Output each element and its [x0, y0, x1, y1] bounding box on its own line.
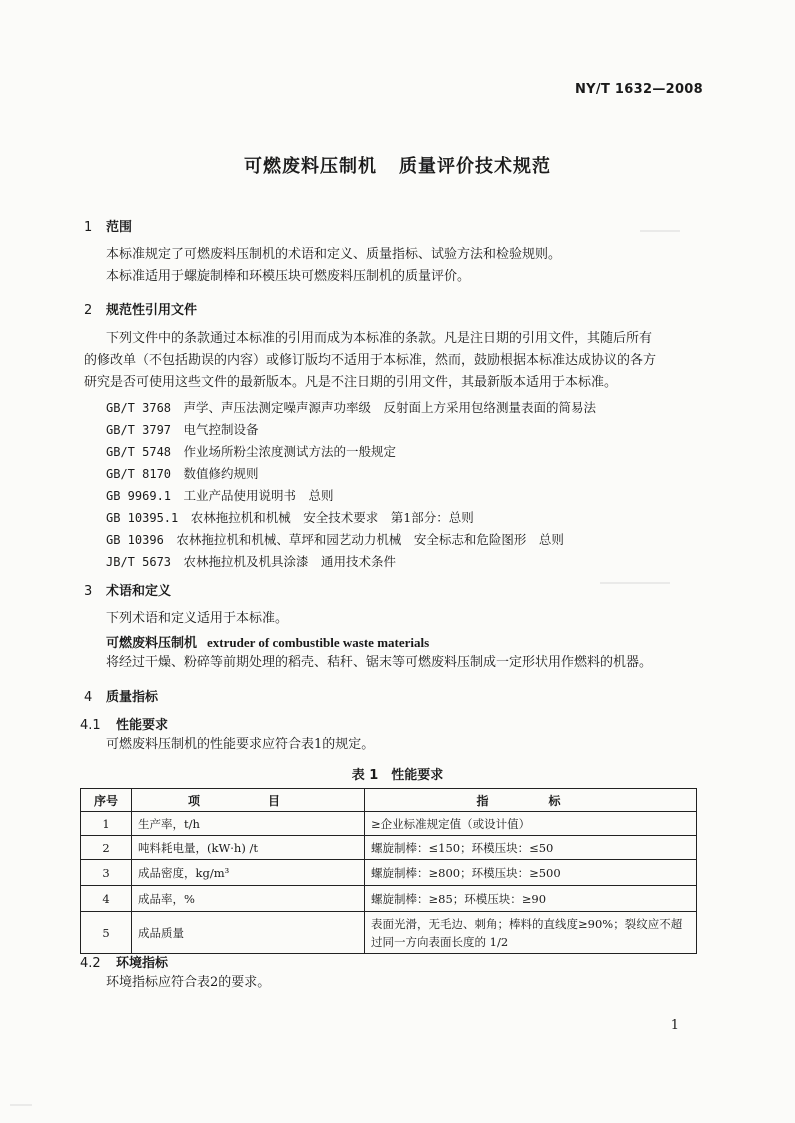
cell-item: 吨料耗电量，(kW·h) /t	[132, 836, 365, 860]
section-number: 4	[84, 690, 93, 705]
section-title: 环境指标	[116, 956, 169, 971]
table-header-row	[81, 789, 697, 812]
section-number: 3	[84, 584, 93, 599]
section-title: 规范性引用文件	[106, 303, 198, 318]
reference-title: 声学、声压法测定噪声源声功率级 反射面上方采用包络测量表面的简易法	[183, 400, 597, 415]
reference-title: 电气控制设备	[183, 422, 259, 437]
reference-title: 工业产品使用说明书 总则	[183, 488, 334, 503]
reference-code: GB/T 3797	[106, 423, 172, 437]
cell-no: 3	[81, 860, 132, 886]
scan-artifact	[600, 582, 670, 584]
section-title: 术语和定义	[106, 584, 172, 599]
reference-item	[106, 420, 259, 438]
reference-title: 农林拖拉机和机械、草坪和园艺动力机械 安全标志和危险图形 总则	[176, 532, 564, 547]
reference-item	[106, 464, 259, 482]
table-caption: 表 1 性能要求	[351, 768, 444, 783]
s2-paragraph-line-3: 研究是否可使用这些文件的最新版本。凡是不注日期的引用文件，其最新版本适用于本标准。	[84, 375, 618, 390]
s4-2-text: 环境指标应符合表2的要求。	[106, 975, 271, 990]
reference-code: GB/T 3768	[106, 401, 172, 415]
term-chinese: 可燃废料压制机	[106, 636, 198, 651]
section-4-heading	[84, 686, 158, 705]
section-title: 质量指标	[106, 690, 159, 705]
reference-code: GB/T 8170	[106, 467, 172, 481]
reference-item	[106, 486, 334, 504]
scan-artifact	[10, 1104, 32, 1106]
section-3-heading	[84, 580, 171, 599]
standard-number: NY/T 1632—2008	[575, 82, 703, 97]
s2-paragraph-line-2: 的修改单（不包括勘误的内容）或修订版均不适用于本标准，然而，鼓励根据本标准达成协议的各方	[84, 353, 657, 368]
section-title: 范围	[106, 220, 133, 235]
performance-table	[80, 788, 697, 954]
table-row	[81, 912, 697, 954]
column-header-indicator: 指 标	[365, 789, 697, 812]
cell-no: 4	[81, 886, 132, 912]
section-1-heading	[84, 216, 132, 235]
section-number: 4.1	[80, 718, 101, 733]
reference-item	[106, 530, 564, 548]
section-4-1-heading	[80, 714, 168, 733]
reference-code: GB 10395.1	[106, 511, 179, 525]
s1-paragraph-2: 本标准适用于螺旋制棒和环模压块可燃废料压制机的质量评价。	[106, 269, 471, 284]
table-row	[81, 860, 697, 886]
table-row	[81, 836, 697, 860]
term-definition: 将经过干燥、粉碎等前期处理的稻壳、秸秆、锯末等可燃废料压制成一定形状用作燃料的机器。	[106, 655, 653, 670]
term-entry	[106, 632, 429, 651]
reference-code: GB 9969.1	[106, 489, 172, 503]
page-number: 1	[670, 1018, 679, 1033]
cell-item: 成品密度，kg/m³	[132, 860, 365, 886]
section-number: 2	[84, 303, 93, 318]
document-title	[0, 152, 795, 178]
cell-indicator: 螺旋制棒：≥800；环模压块：≥500	[365, 860, 697, 886]
title-part-2: 质量评价技术规范	[399, 156, 551, 177]
cell-item: 成品率，%	[132, 886, 365, 912]
cell-indicator: 表面光滑，无毛边、刺角；棒料的直线度≥90%；裂纹应不超过同一方向表面长度的 1/2	[365, 912, 697, 954]
term-english: extruder of combustible waste materials	[207, 635, 430, 650]
reference-item	[106, 508, 474, 526]
reference-code: JB/T 5673	[106, 555, 172, 569]
column-header-no: 序号	[81, 789, 132, 812]
s4-1-text: 可燃废料压制机的性能要求应符合表1的规定。	[106, 737, 375, 752]
cell-indicator: 螺旋制棒：≤150；环模压块：≤50	[365, 836, 697, 860]
reference-code: GB/T 5748	[106, 445, 172, 459]
s2-paragraph-line-1: 下列文件中的条款通过本标准的引用而成为本标准的条款。凡是注日期的引用文件，其随后所有	[106, 331, 653, 346]
section-number: 4.2	[80, 956, 101, 971]
scan-artifact	[640, 230, 680, 232]
cell-no: 1	[81, 812, 132, 836]
column-header-item: 项 目	[132, 789, 365, 812]
reference-item	[106, 552, 396, 570]
s1-paragraph-1: 本标准规定了可燃废料压制机的术语和定义、质量指标、试验方法和检验规则。	[106, 247, 562, 262]
reference-title: 农林拖拉机和机械 安全技术要求 第1部分：总则	[190, 510, 474, 525]
reference-item	[106, 442, 396, 460]
cell-item: 成品质量	[132, 912, 365, 954]
section-title: 性能要求	[116, 718, 169, 733]
reference-title: 作业场所粉尘浓度测试方法的一般规定	[183, 444, 397, 459]
cell-indicator: 螺旋制棒：≥85；环模压块：≥90	[365, 886, 697, 912]
title-part-1: 可燃废料压制机	[244, 156, 377, 177]
section-2-heading	[84, 299, 197, 318]
cell-indicator: ≥企业标准规定值（或设计值）	[365, 812, 697, 836]
s3-intro: 下列术语和定义适用于本标准。	[106, 611, 289, 626]
section-number: 1	[84, 220, 93, 235]
cell-no: 2	[81, 836, 132, 860]
reference-item	[106, 398, 596, 416]
cell-no: 5	[81, 912, 132, 954]
cell-item: 生产率，t/h	[132, 812, 365, 836]
section-4-2-heading	[80, 952, 168, 971]
reference-code: GB 10396	[106, 533, 164, 547]
table-row	[81, 886, 697, 912]
reference-title: 农林拖拉机及机具涂漆 通用技术条件	[183, 554, 397, 569]
reference-title: 数值修约规则	[183, 466, 259, 481]
table-row	[81, 812, 697, 836]
